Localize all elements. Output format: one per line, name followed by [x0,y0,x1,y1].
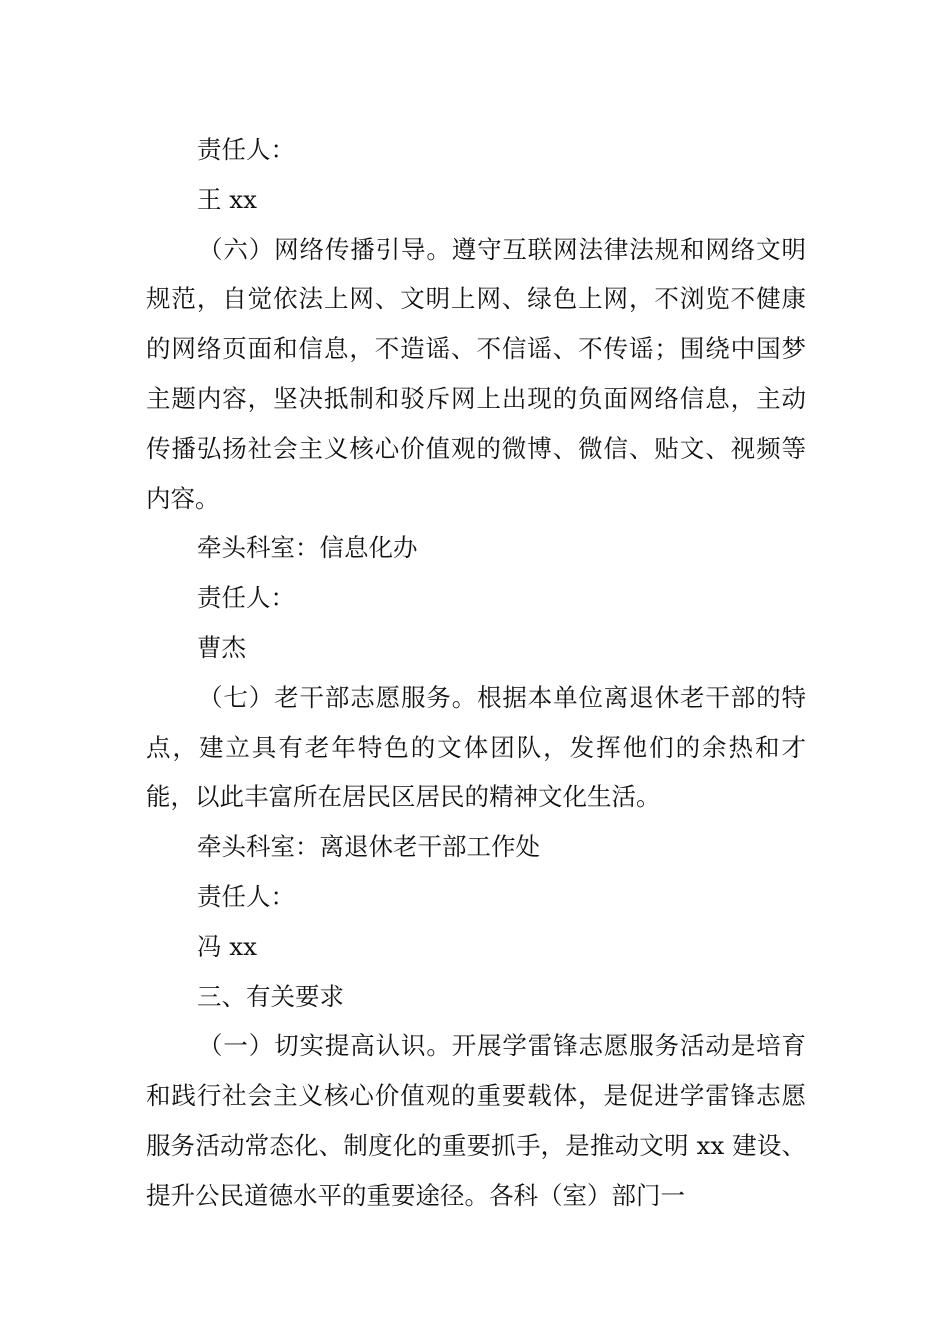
responsible-person-label: 责任人： [197,881,295,911]
lead-department: 牵头科室：信息化办 [197,533,418,563]
lead-department: 牵头科室：离退休老干部工作处 [197,832,540,862]
document-page [146,125,806,1221]
responsible-person-name: 曹杰 [197,632,246,662]
requirement-1-raise-awareness: （一）切实提高认识。开展学雷锋志愿服务活动是培育和践行社会主义核心价值观的重要载体，是促进学雷锋志愿服务活动常态化、制度化的重要抓手，是推动文明 xx 建设、提升公民道德水平的重要途径。各科（室）部门一 [146,1031,806,1210]
responsible-person-label: 责任人： [197,135,295,164]
responsible-person-name: 王 xx [197,184,257,214]
responsible-person-name: 冯 xx [197,931,257,961]
section-heading-requirements: 三、有关要求 [197,981,344,1011]
section-6-network-guidance: （六）网络传播引导。遵守互联网法律法规和网络文明规范，自觉依法上网、文明上网、绿色上网，不浏览不健康的网络页面和信息，不造谣、不信谣、不传谣；围绕中国梦主题内容，坚决抵制和驳斥网上出现的负面网络信息，主动传播弘扬社会主义核心价值观的微博、微信、贴文、视频等内容。 [146,234,806,513]
responsible-person-label: 责任人： [197,583,295,613]
section-7-veteran-volunteer-service: （七）老干部志愿服务。根据本单位离退休老干部的特点，建立具有老年特色的文体团队，发挥他们的余热和才能，以此丰富所在居民区居民的精神文化生活。 [146,682,806,812]
